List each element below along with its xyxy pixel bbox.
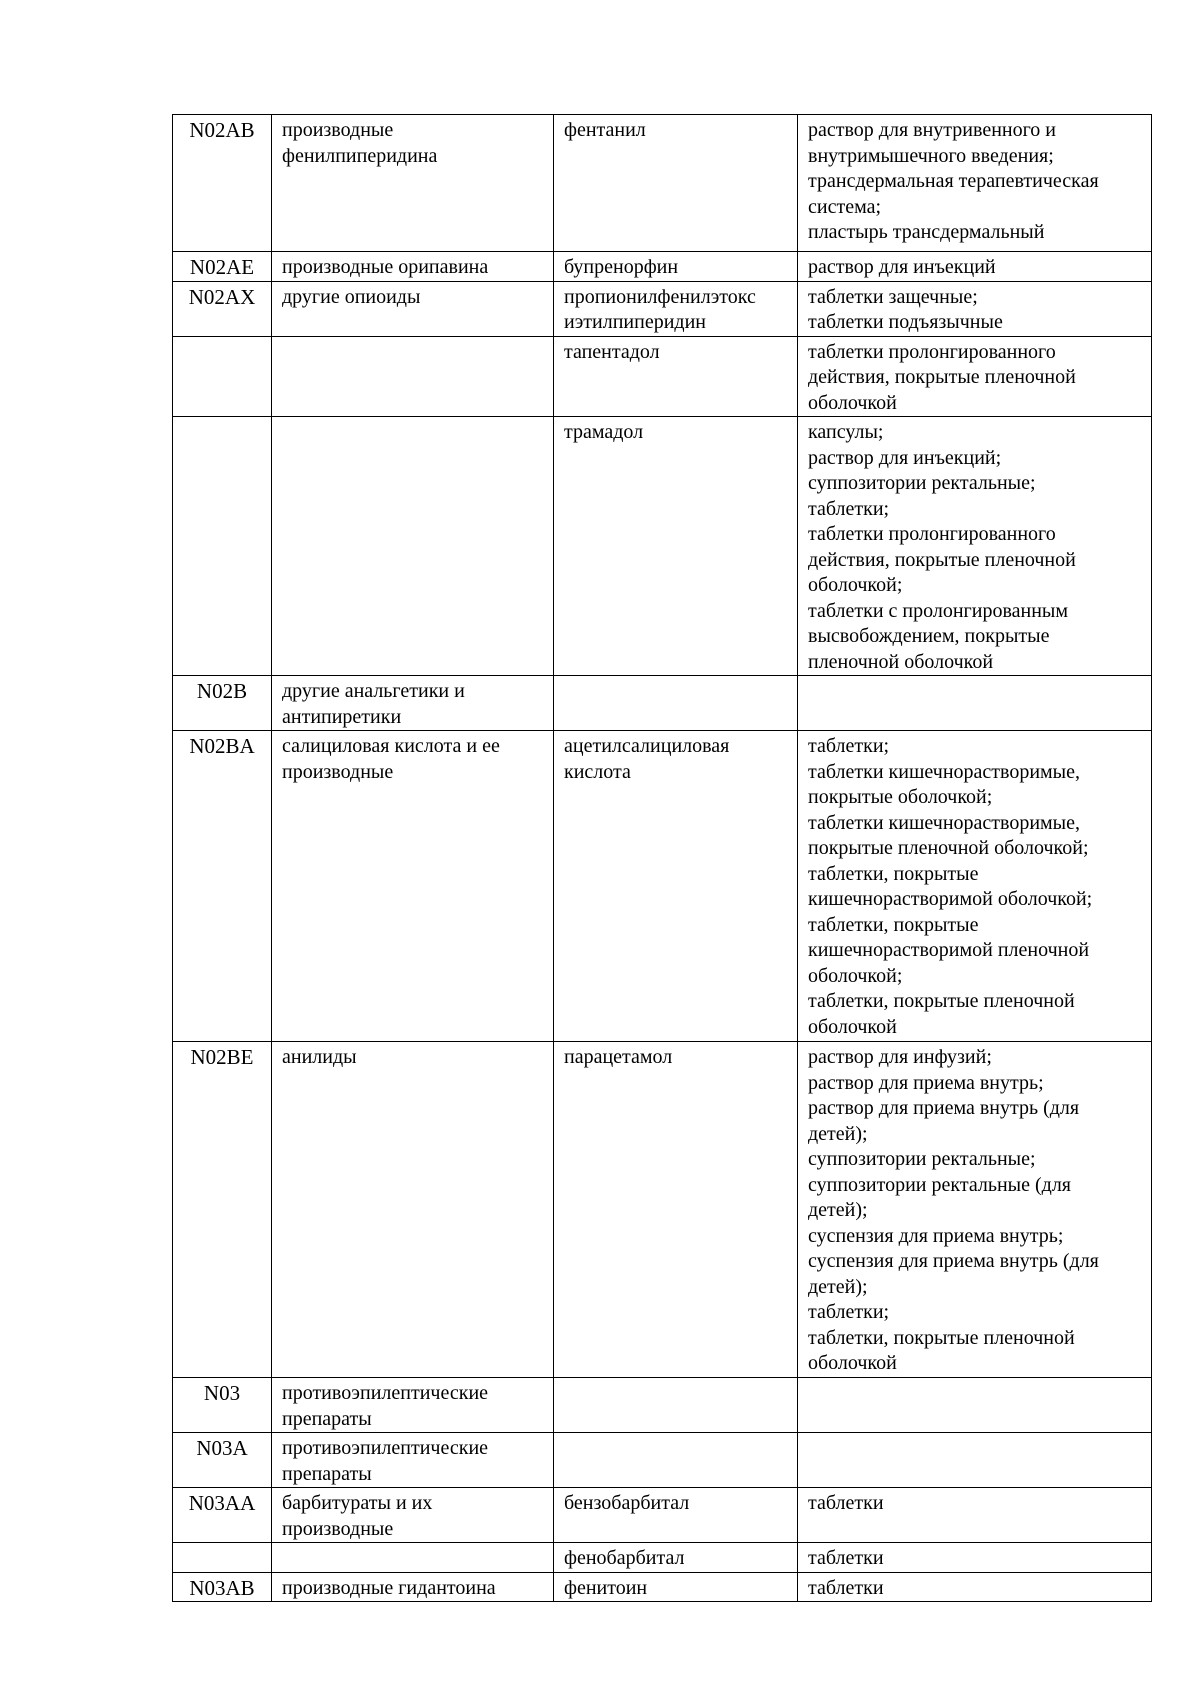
- cell-text-line: оболочкой: [808, 1015, 897, 1038]
- cell-text-line: кислота: [564, 760, 631, 783]
- cell-text-line: препараты: [282, 1407, 372, 1430]
- table-row: [173, 115, 1152, 252]
- substance-cell: [554, 281, 798, 336]
- cell-text-line: ацетилсалициловая: [564, 735, 730, 757]
- dosage-forms-cell: [798, 731, 1152, 1042]
- cell-text-line: суспензия для приема внутрь;: [808, 1224, 1064, 1247]
- cell-text-line: таблетки;: [808, 735, 890, 757]
- cell-text-line: анилиды: [282, 1046, 357, 1068]
- cell-text-line: антипиретики: [282, 705, 402, 728]
- group-name-cell: [272, 1543, 554, 1573]
- substance-cell: [554, 1543, 798, 1573]
- cell-text-line: N03A: [196, 1436, 248, 1460]
- cell-text-line: система;: [808, 195, 882, 218]
- cell-text-line: производные: [282, 760, 394, 783]
- table-row: [173, 252, 1152, 282]
- dosage-forms-cell: [798, 1378, 1152, 1433]
- dosage-forms-cell: [798, 676, 1152, 731]
- cell-text-line: детей);: [808, 1199, 868, 1221]
- cell-text-line: пластырь трансдермальный: [808, 221, 1045, 243]
- cell-text-line: раствор для приема внутрь (для: [808, 1097, 1080, 1119]
- cell-text-line: трансдермальная терапевтическая: [808, 170, 1099, 192]
- substance-cell: [554, 115, 798, 252]
- dosage-forms-cell: [798, 115, 1152, 252]
- substance-cell: [554, 1042, 798, 1378]
- table-row: [173, 1042, 1152, 1378]
- substance-cell: [554, 1433, 798, 1488]
- cell-text-line: салициловая кислота и ее: [282, 735, 500, 757]
- atc-code-cell: [173, 1543, 272, 1573]
- cell-text-line: капсулы;: [808, 421, 884, 443]
- cell-text-line: производные гидантоина: [282, 1576, 496, 1599]
- atc-code-cell: [173, 252, 272, 282]
- atc-code-cell: [173, 115, 272, 252]
- cell-text-line: таблетки пролонгированного: [808, 340, 1056, 363]
- cell-text-line: внутримышечного введения;: [808, 144, 1054, 167]
- atc-code-cell: [173, 417, 272, 676]
- cell-text-line: оболочкой;: [808, 574, 903, 596]
- substance-cell: [554, 1572, 798, 1602]
- cell-text-line: суппозитории ректальные;: [808, 472, 1036, 494]
- cell-text-line: таблетки, покрытые: [808, 862, 979, 885]
- cell-text-line: оболочкой: [808, 391, 897, 414]
- cell-text-line: суспензия для приема внутрь (для: [808, 1250, 1099, 1272]
- cell-text-line: таблетки;: [808, 497, 890, 520]
- cell-text-line: таблетки с пролонгированным: [808, 599, 1069, 622]
- cell-text-line: таблетки: [808, 1547, 884, 1569]
- table-row: [173, 1488, 1152, 1543]
- table-row: [173, 1543, 1152, 1573]
- table-row: [173, 1378, 1152, 1433]
- atc-code-cell: [173, 731, 272, 1042]
- atc-code-cell: [173, 1042, 272, 1378]
- substance-cell: [554, 336, 798, 417]
- dosage-forms-cell: [798, 417, 1152, 676]
- cell-text-line: N03AB: [189, 1575, 255, 1600]
- cell-text-line: N02BE: [190, 1045, 254, 1069]
- cell-text-line: таблетки защечные;: [808, 285, 978, 308]
- cell-text-line: препараты: [282, 1462, 372, 1485]
- cell-text-line: противоэпилептические: [282, 1382, 489, 1404]
- cell-text-line: фентанил: [564, 119, 646, 141]
- dosage-forms-cell: [798, 336, 1152, 417]
- cell-text-line: парацетамол: [564, 1046, 673, 1068]
- cell-text-line: фенилпиперидина: [282, 144, 438, 167]
- substance-cell: [554, 676, 798, 731]
- cell-text-line: N03: [203, 1381, 241, 1405]
- cell-text-line: производные: [282, 1517, 394, 1540]
- cell-text-line: трамадол: [564, 421, 644, 443]
- substance-cell: [554, 1378, 798, 1433]
- dosage-forms-cell: [798, 1572, 1152, 1602]
- group-name-cell: [272, 1433, 554, 1488]
- dosage-forms-cell: [798, 1433, 1152, 1488]
- cell-text-line: детей);: [808, 1275, 868, 1298]
- cell-text-line: иэтилпиперидин: [564, 311, 706, 333]
- table-row: [173, 281, 1152, 336]
- atc-code-cell: [173, 1378, 272, 1433]
- group-name-cell: [272, 417, 554, 676]
- group-name-cell: [272, 281, 554, 336]
- cell-text-line: другие анальгетики и: [282, 680, 465, 702]
- cell-text-line: кишечнорастворимой пленочной: [808, 939, 1090, 961]
- cell-text-line: производные орипавина: [282, 256, 489, 278]
- group-name-cell: [272, 676, 554, 731]
- dosage-forms-cell: [798, 1488, 1152, 1543]
- cell-text-line: N02B: [196, 679, 248, 703]
- table-row: [173, 731, 1152, 1042]
- substance-cell: [554, 731, 798, 1042]
- cell-text-line: суппозитории ректальные;: [808, 1148, 1036, 1170]
- group-name-cell: [272, 1488, 554, 1543]
- cell-text-line: таблетки, покрытые: [808, 913, 979, 936]
- cell-text-line: кишечнорастворимой оболочкой;: [808, 888, 1093, 910]
- dosage-forms-cell: [798, 1543, 1152, 1573]
- cell-text-line: N02AB: [189, 118, 255, 142]
- cell-text-line: таблетки: [808, 1576, 884, 1599]
- cell-text-line: таблетки: [808, 1492, 884, 1514]
- cell-text-line: таблетки, покрытые пленочной: [808, 990, 1075, 1012]
- group-name-cell: [272, 1042, 554, 1378]
- cell-text-line: детей);: [808, 1122, 868, 1145]
- cell-text-line: высвобождением, покрытые: [808, 625, 1050, 647]
- cell-text-line: оболочкой;: [808, 964, 903, 987]
- cell-text-line: покрытые оболочкой;: [808, 786, 993, 808]
- cell-text-line: бензобарбитал: [564, 1492, 690, 1514]
- substance-cell: [554, 417, 798, 676]
- dosage-forms-cell: [798, 252, 1152, 282]
- cell-text-line: N02AE: [189, 255, 255, 279]
- cell-text-line: другие опиоиды: [282, 285, 421, 308]
- atc-code-cell: [173, 1488, 272, 1543]
- atc-code-cell: [173, 676, 272, 731]
- cell-text-line: таблетки кишечнорастворимые,: [808, 760, 1080, 783]
- cell-text-line: N02BA: [189, 734, 255, 758]
- cell-text-line: производные: [282, 119, 394, 141]
- dosage-forms-cell: [798, 1042, 1152, 1378]
- cell-text-line: N03AA: [188, 1491, 256, 1515]
- table-row: [173, 417, 1152, 676]
- cell-text-line: фенитоин: [564, 1576, 648, 1599]
- dosage-forms-cell: [798, 281, 1152, 336]
- cell-text-line: таблетки кишечнорастворимые,: [808, 811, 1080, 834]
- cell-text-line: суппозитории ректальные (для: [808, 1173, 1072, 1196]
- cell-text-line: таблетки подъязычные: [808, 311, 1003, 333]
- table-row: [173, 336, 1152, 417]
- atc-code-cell: [173, 1572, 272, 1602]
- atc-code-cell: [173, 1433, 272, 1488]
- cell-text-line: фенобарбитал: [564, 1547, 685, 1569]
- cell-text-line: таблетки, покрытые пленочной: [808, 1326, 1075, 1349]
- cell-text-line: раствор для инфузий;: [808, 1046, 992, 1068]
- table-body: [173, 115, 1152, 1602]
- cell-text-line: раствор для приема внутрь;: [808, 1071, 1044, 1094]
- cell-text-line: пропионилфенилэтокс: [564, 285, 756, 308]
- cell-text-line: оболочкой: [808, 1352, 897, 1374]
- table-row: [173, 676, 1152, 731]
- cell-text-line: тапентадол: [564, 340, 660, 363]
- cell-text-line: действия, покрытые пленочной: [808, 548, 1076, 571]
- group-name-cell: [272, 252, 554, 282]
- substance-cell: [554, 1488, 798, 1543]
- group-name-cell: [272, 1378, 554, 1433]
- cell-text-line: раствор для внутривенного и: [808, 119, 1057, 141]
- group-name-cell: [272, 731, 554, 1042]
- group-name-cell: [272, 115, 554, 252]
- cell-text-line: N02AX: [188, 284, 256, 309]
- drug-classification-table: [172, 114, 1152, 1602]
- cell-text-line: покрытые пленочной оболочкой;: [808, 837, 1089, 859]
- cell-text-line: бупренорфин: [564, 256, 679, 278]
- cell-text-line: противоэпилептические: [282, 1437, 489, 1459]
- cell-text-line: раствор для инъекций;: [808, 446, 1002, 469]
- cell-text-line: барбитураты и их: [282, 1492, 433, 1514]
- atc-code-cell: [173, 281, 272, 336]
- group-name-cell: [272, 1572, 554, 1602]
- group-name-cell: [272, 336, 554, 417]
- cell-text-line: пленочной оболочкой: [808, 650, 994, 673]
- cell-text-line: таблетки;: [808, 1301, 890, 1323]
- atc-code-cell: [173, 336, 272, 417]
- table-row: [173, 1572, 1152, 1602]
- cell-text-line: таблетки пролонгированного: [808, 523, 1056, 545]
- cell-text-line: раствор для инъекций: [808, 256, 996, 278]
- substance-cell: [554, 252, 798, 282]
- table-row: [173, 1433, 1152, 1488]
- cell-text-line: действия, покрытые пленочной: [808, 366, 1076, 388]
